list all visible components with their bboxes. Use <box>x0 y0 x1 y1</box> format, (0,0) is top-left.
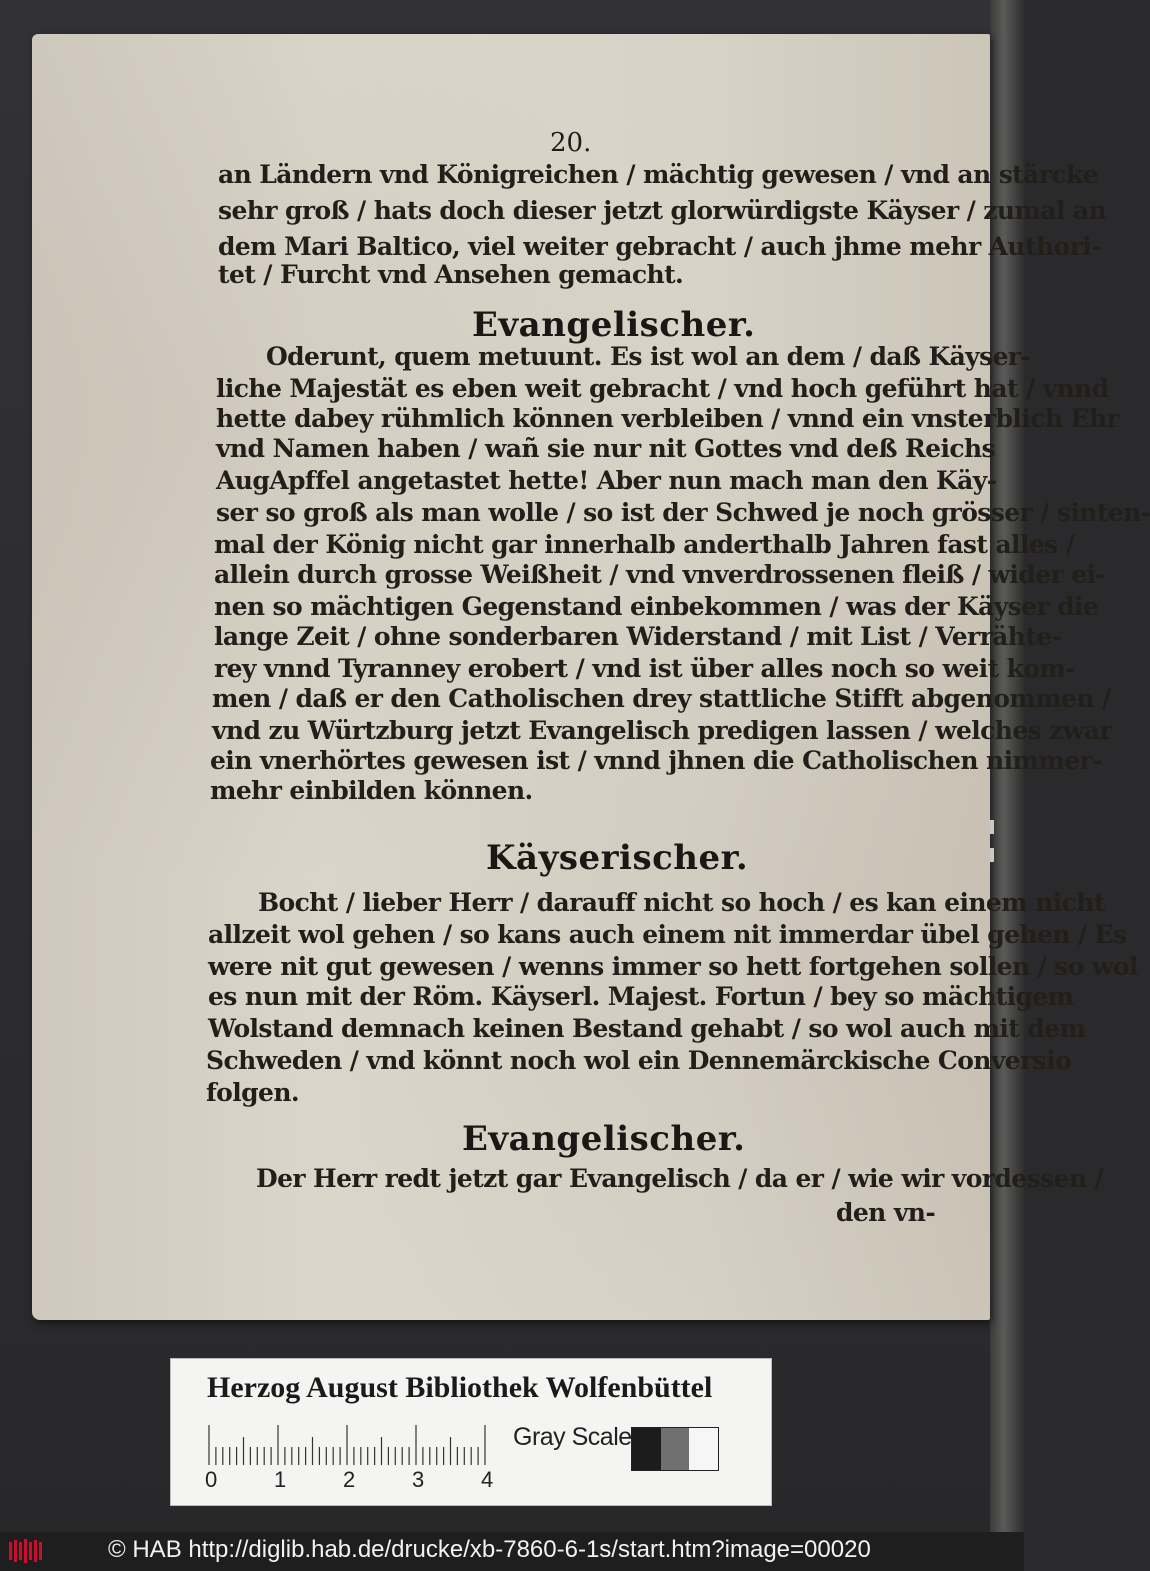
text-line: an Ländern vnd Königreichen / mächtig gewesen / vnd an stärcke <box>218 160 1098 189</box>
library-title: Herzog August Bibliothek Wolfenbüttel <box>207 1371 713 1404</box>
color-reference-card <box>170 1358 772 1506</box>
text-line: Oderunt, quem metuunt. Es ist wol an dem / daß Käyser- <box>266 342 1031 371</box>
copyright-url: © HAB http://diglib.hab.de/drucke/xb-7860-6-1s/start.htm?image=00020 <box>108 1536 871 1563</box>
text-line: Der Herr redt jetzt gar Evangelisch / da er / wie wir vordessen / <box>256 1164 1104 1193</box>
scan-artifact <box>990 848 994 862</box>
text-line: vnd Namen haben / wañ sie nur nit Gottes vnd deß Reichs <box>216 434 996 463</box>
text-line: dem Mari Baltico, viel weiter gebracht / auch jhme mehr Authori- <box>218 232 1101 261</box>
speaker-heading-evangelischer-2: Evangelischer. <box>462 1119 746 1159</box>
text-line: lange Zeit / ohne sonderbaren Widerstand / mit List / Verrähte- <box>214 622 1062 651</box>
text-line: were nit gut gewesen / wenns immer so hett fortgehen sollen / so wol <box>208 952 1138 981</box>
text-line: nen so mächtigen Gegenstand einbekommen / was der Käyser die <box>214 592 1099 621</box>
ruler-number: 1 <box>274 1467 287 1492</box>
ruler-scale <box>207 1421 537 1471</box>
scan-artifact <box>990 820 994 834</box>
gray-swatch-dark <box>632 1428 661 1470</box>
text-line: vnd zu Würtzburg jetzt Evangelisch predigen lassen / welches zwar <box>212 716 1112 745</box>
gray-swatch-mid <box>661 1428 690 1470</box>
text-line: sehr groß / hats doch dieser jetzt glorwürdigste Käyser / zumal an <box>218 196 1107 225</box>
text-line: folgen. <box>206 1078 299 1107</box>
text-line: Wolstand demnach keinen Bestand gehabt / so wol auch mit dem <box>208 1014 1086 1043</box>
text-line: allein durch grosse Weißheit / vnd vnverdrossenen fleiß / wider ei- <box>214 560 1106 589</box>
text-line: ein vnerhörtes gewesen ist / vnnd jhnen die Catholischen nimmer- <box>210 746 1102 775</box>
speaker-heading-evangelischer-1: Evangelischer. <box>472 305 756 345</box>
text-line: Bocht / lieber Herr / darauff nicht so hoch / es kan einem nicht <box>258 888 1105 917</box>
text-line: den vn- <box>836 1198 936 1227</box>
text-line: mal der König nicht gar innerhalb anderthalb Jahren fast alles / <box>214 530 1075 559</box>
text-line: Schweden / vnd könnt noch wol ein Dennemärckische Conversio <box>206 1046 1072 1075</box>
text-line: liche Majestät es eben weit gebracht / vnd hoch geführt hat / vnnd <box>216 374 1109 403</box>
ruler-number: 3 <box>412 1467 425 1492</box>
speaker-heading-kayserischer: Käyserischer. <box>486 838 749 878</box>
text-line: AugApffel angetastet hette! Aber nun mach man den Käy- <box>216 466 997 495</box>
text-line: rey vnnd Tyranney erobert / vnd ist über alles noch so weit kom- <box>214 654 1076 683</box>
ruler-number: 2 <box>343 1467 356 1492</box>
ruler-number: 4 <box>481 1467 494 1492</box>
text-line: es nun mit der Röm. Käyserl. Majest. Fortun / bey so mächtigem <box>208 982 1074 1011</box>
text-line: ser so groß als man wolle / so ist der Schwed je noch grösser / sinten- <box>216 498 1150 527</box>
page-number: 20. <box>550 128 592 158</box>
gray-scale-swatches <box>631 1427 719 1471</box>
gray-swatch-light <box>689 1428 718 1470</box>
text-line: mehr einbilden können. <box>210 776 533 805</box>
gray-scale-label: Gray Scale <box>513 1423 632 1451</box>
text-line: allzeit wol gehen / so kans auch einem nit immerdar übel gehen / Es <box>208 920 1127 949</box>
ruler-number: 0 <box>205 1467 218 1492</box>
text-line: men / daß er den Catholischen drey stattliche Stifft abgenommen / <box>212 684 1111 713</box>
text-line: hette dabey rühmlich können verbleiben / vnnd ein vnsterblich Ehr <box>216 404 1120 433</box>
text-line: tet / Furcht vnd Ansehen gemacht. <box>218 260 684 289</box>
hab-logo-icon <box>8 1538 46 1564</box>
